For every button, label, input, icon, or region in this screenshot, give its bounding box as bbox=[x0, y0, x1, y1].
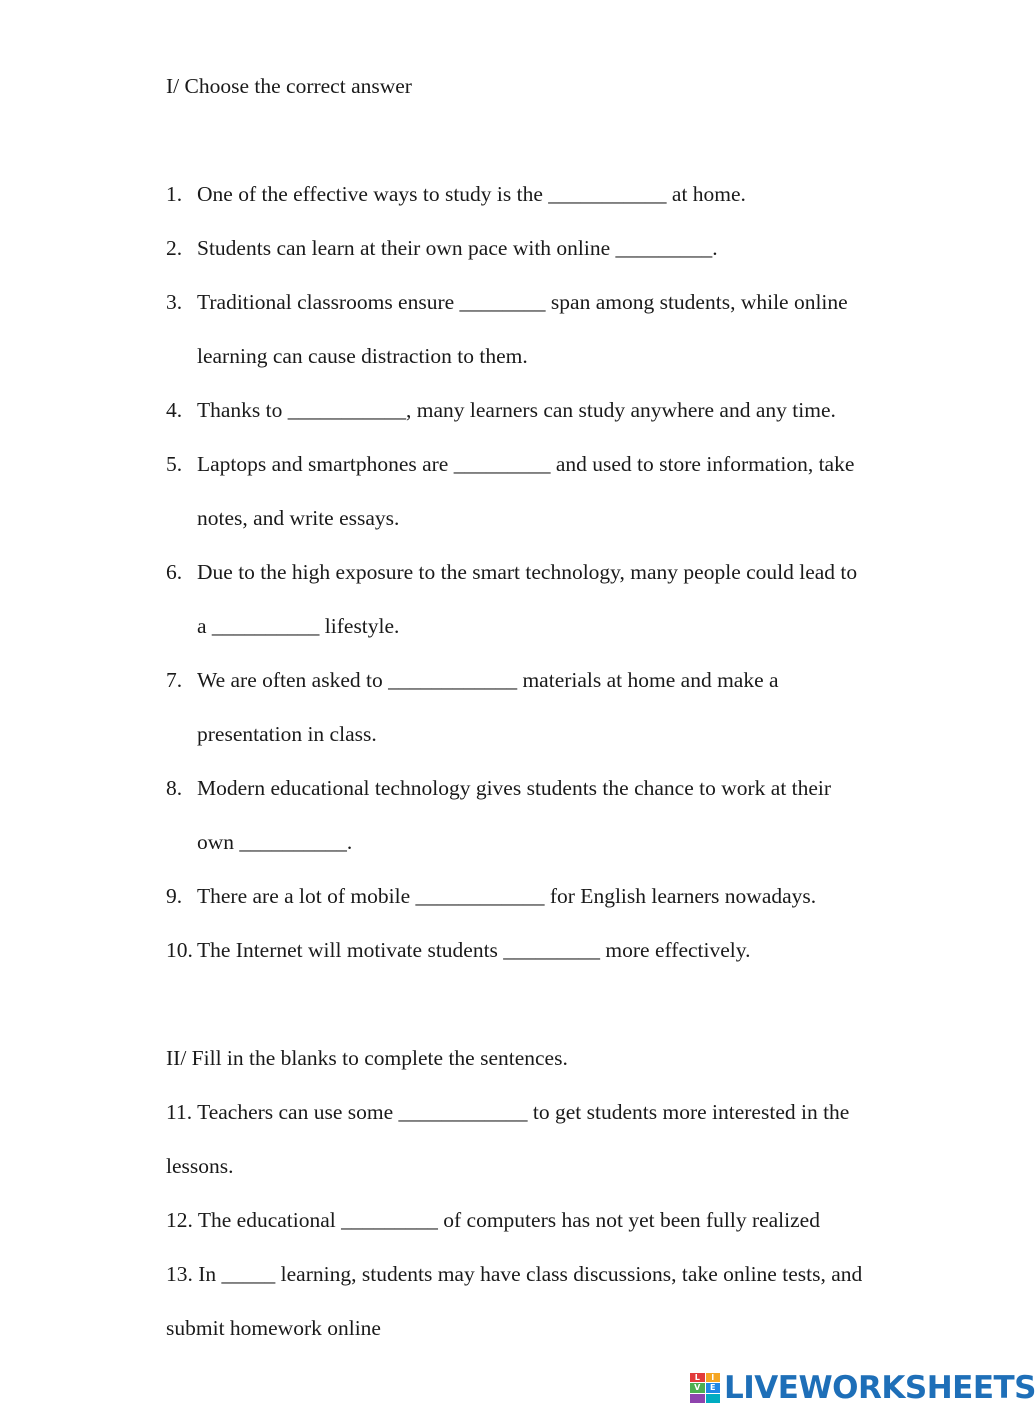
section-2-heading: II/ Fill in the blanks to complete the sentences. bbox=[166, 1046, 568, 1070]
logo-tile bbox=[690, 1394, 705, 1403]
logo-tile: E bbox=[706, 1383, 721, 1392]
sentence-line: lessons. bbox=[166, 1154, 234, 1178]
logo-icon bbox=[690, 1373, 720, 1403]
question-number: 4. bbox=[166, 398, 183, 422]
question-text: The Internet will motivate students _________ more effectively. bbox=[197, 938, 751, 962]
question-text-continued: presentation in class. bbox=[197, 722, 377, 746]
sentence-line: 11. Teachers can use some ____________ to get students more interested in the bbox=[166, 1100, 850, 1124]
question-number: 8. bbox=[166, 776, 183, 800]
question-text: Laptops and smartphones are _________ and used to store information, take bbox=[197, 452, 855, 476]
question-number: 2. bbox=[166, 236, 183, 260]
logo-text: LIVEWORKSHEETS bbox=[724, 1370, 1036, 1406]
question-text: Due to the high exposure to the smart technology, many people could lead to bbox=[197, 560, 858, 584]
question-number: 6. bbox=[166, 560, 183, 584]
liveworksheets-logo bbox=[690, 1370, 1036, 1406]
question-text: Students can learn at their own pace with online _________. bbox=[197, 236, 718, 260]
question-number: 7. bbox=[166, 668, 183, 692]
question-text: We are often asked to ____________ materials at home and make a bbox=[197, 668, 779, 692]
question-text: Traditional classrooms ensure ________ span among students, while online bbox=[197, 290, 848, 314]
sentence-line: submit homework online bbox=[166, 1316, 381, 1340]
sentence-line: 13. In _____ learning, students may have class discussions, take online tests, and bbox=[166, 1262, 863, 1286]
question-text: Thanks to ___________, many learners can study anywhere and any time. bbox=[197, 398, 836, 422]
question-text-continued: own __________. bbox=[197, 830, 353, 854]
logo-tile: V bbox=[690, 1383, 705, 1392]
question-number: 10. bbox=[166, 938, 193, 962]
question-text: There are a lot of mobile ____________ for English learners nowadays. bbox=[197, 884, 817, 908]
question-text: One of the effective ways to study is the ___________ at home. bbox=[197, 182, 746, 206]
question-number: 3. bbox=[166, 290, 183, 314]
question-text-continued: learning can cause distraction to them. bbox=[197, 344, 528, 368]
logo-tile: L bbox=[690, 1373, 705, 1382]
question-text-continued: notes, and write essays. bbox=[197, 506, 400, 530]
question-number: 5. bbox=[166, 452, 183, 476]
question-number: 9. bbox=[166, 884, 183, 908]
question-text-continued: a __________ lifestyle. bbox=[197, 614, 400, 638]
logo-tile: I bbox=[706, 1373, 721, 1382]
logo-tile bbox=[706, 1394, 721, 1403]
sentence-line: 12. The educational _________ of computers has not yet been fully realized bbox=[166, 1208, 820, 1232]
question-number: 1. bbox=[166, 182, 183, 206]
section-1-heading: I/ Choose the correct answer bbox=[166, 74, 412, 98]
question-text: Modern educational technology gives students the chance to work at their bbox=[197, 776, 832, 800]
